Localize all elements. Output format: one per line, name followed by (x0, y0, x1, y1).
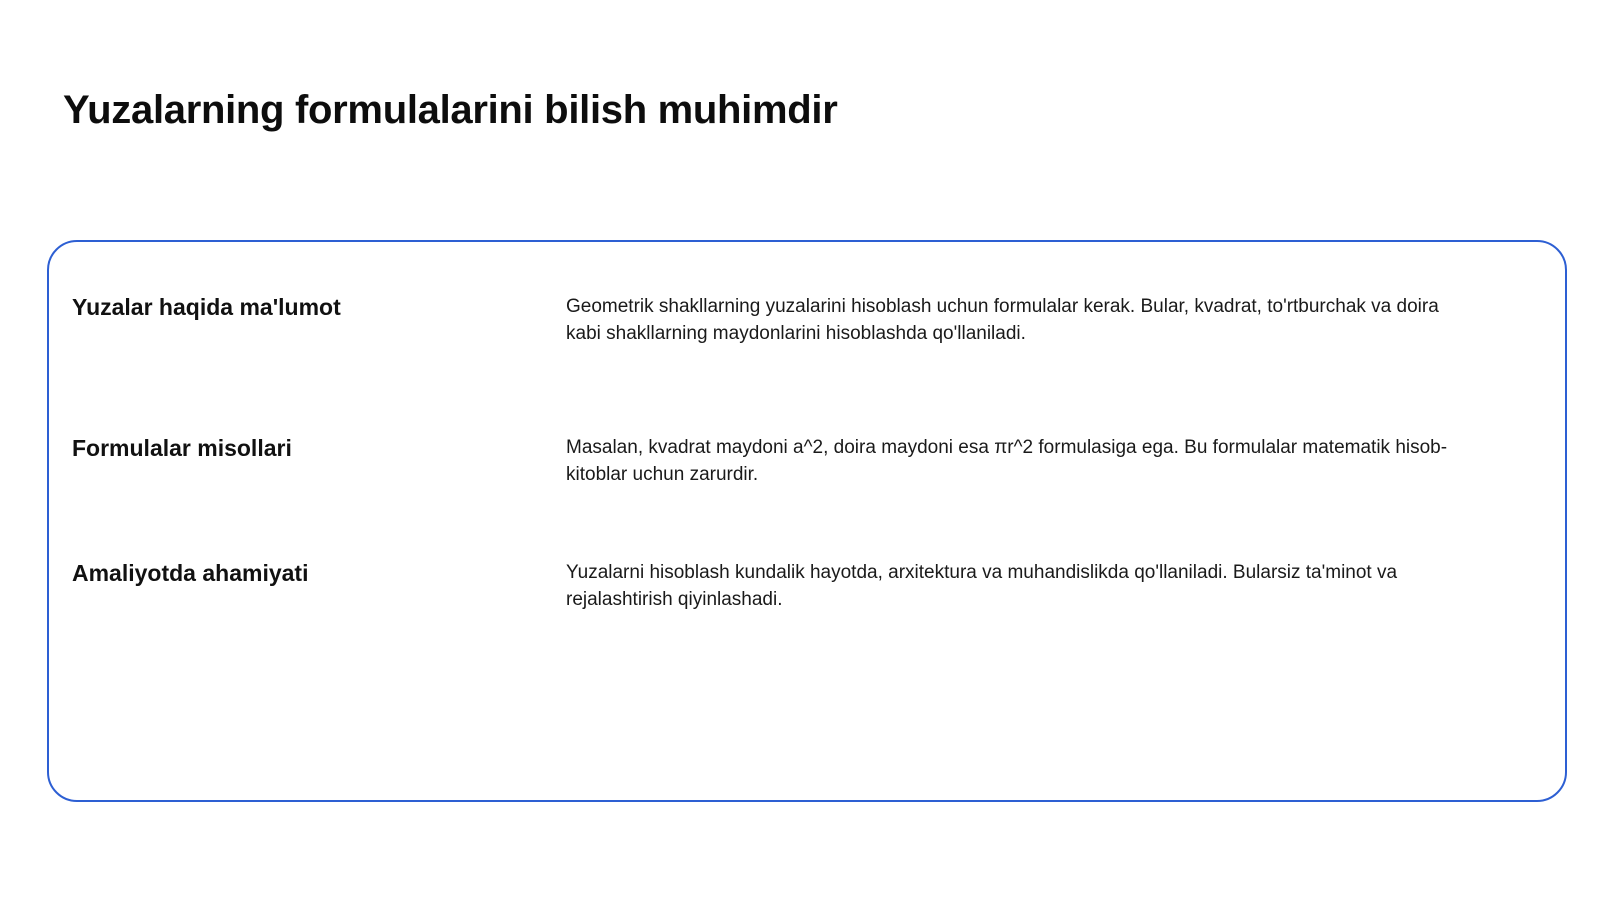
row-label: Yuzalar haqida ma'lumot (72, 294, 341, 320)
slide-title: Yuzalarning formulalarini bilish muhimdir (63, 88, 838, 132)
row-label: Formulalar misollari (72, 435, 292, 461)
row-label: Amaliyotda ahamiyati (72, 560, 309, 586)
row-description: Masalan, kvadrat maydoni a^2, doira maydoni esa πr^2 formulasiga ega. Bu formulalar matematik hisob-kitoblar uchun zarurdir. (566, 437, 1448, 485)
row-description: Yuzalarni hisoblash kundalik hayotda, arxitektura va muhandislikda qo'llaniladi. Bularsiz ta'minot va rejalashtirish qiyinlashadi. (566, 562, 1398, 610)
info-card (47, 240, 1567, 802)
row-description: Geometrik shakllarning yuzalarini hisoblash uchun formulalar kerak. Bular, kvadrat, to'rtburchak va doira kabi shakllarning maydonlarini hisoblashda qo'llaniladi. (566, 296, 1439, 344)
